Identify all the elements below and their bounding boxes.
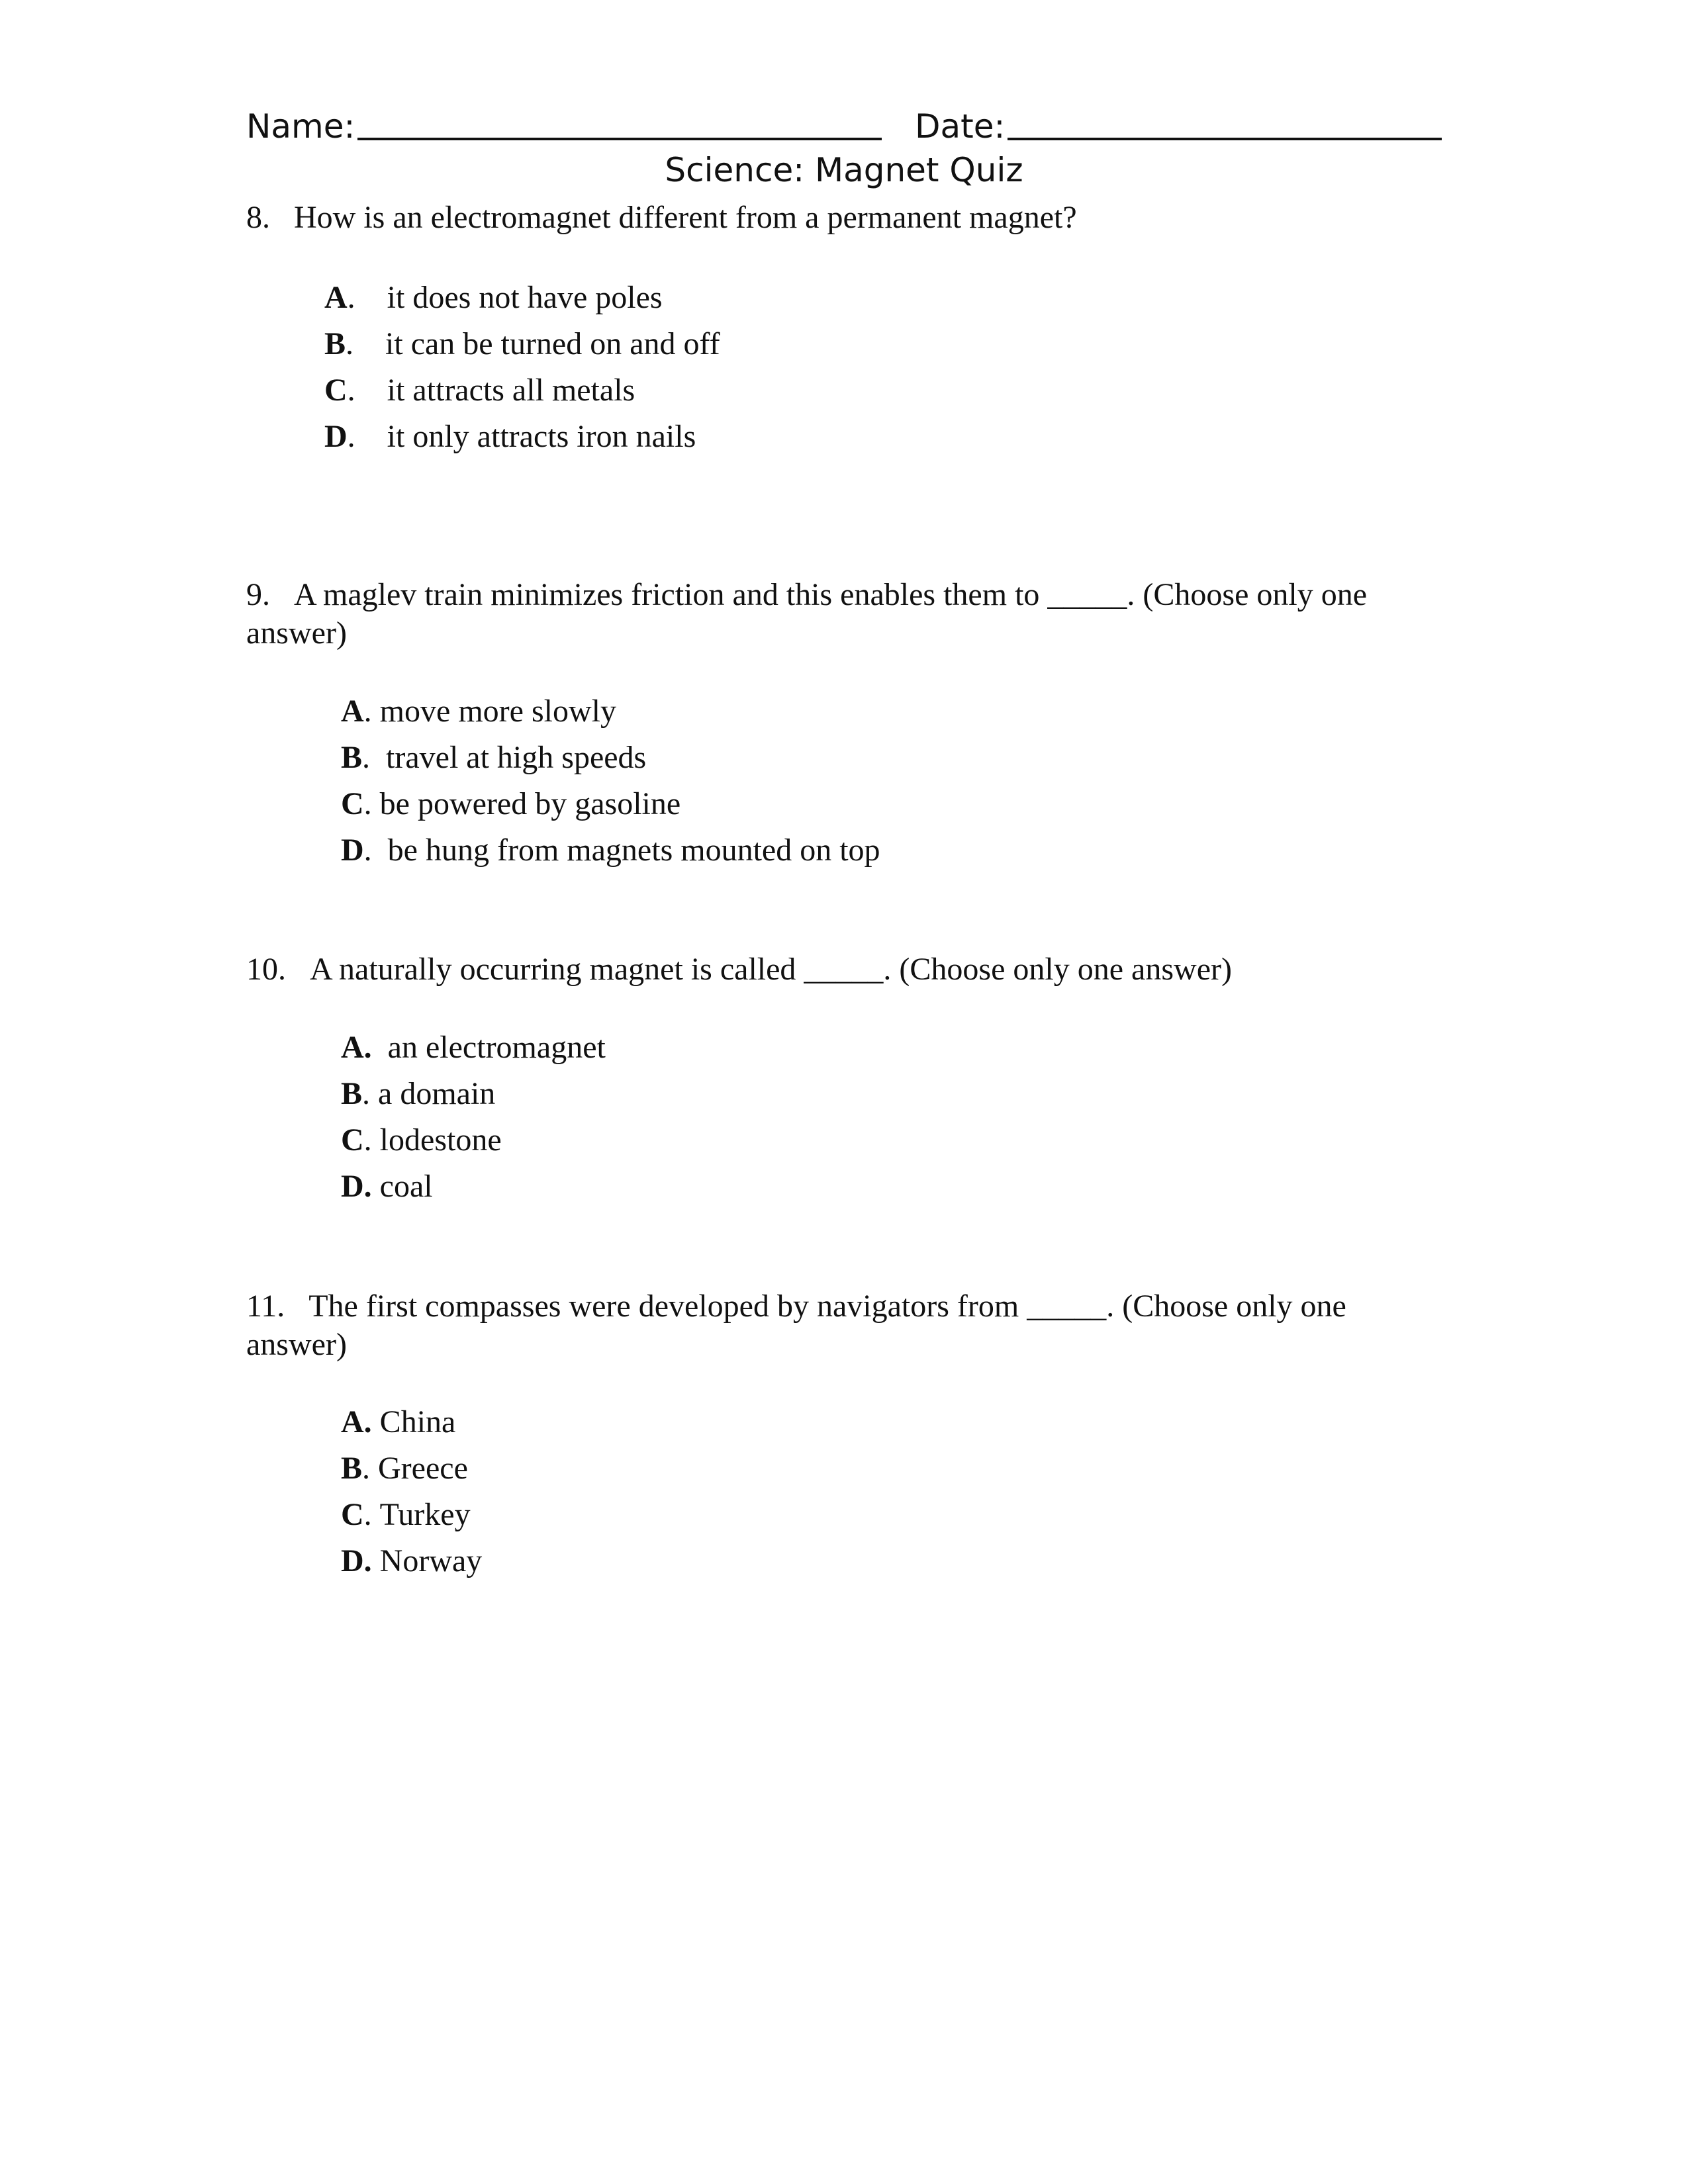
option-text: be powered by gasoline (379, 786, 681, 821)
option-text: travel at high speeds (386, 740, 647, 775)
option-b[interactable]: B. a domain (341, 1076, 496, 1111)
option-letter: A. (341, 1030, 372, 1065)
question-11 (246, 1287, 1442, 1364)
question-11-options (341, 1399, 482, 1584)
option-letter: B (341, 1451, 363, 1486)
option-letter: B (324, 326, 346, 361)
option-c[interactable]: C. Turkey (341, 1497, 471, 1532)
question-number: 9. (246, 577, 270, 612)
option-text: Norway (379, 1543, 483, 1578)
option-text: an electromagnet (387, 1030, 606, 1065)
option-a[interactable]: A. move more slowly (341, 694, 616, 729)
option-text: be hung from magnets mounted on top (387, 833, 880, 868)
option-letter: C (341, 786, 364, 821)
student-info-header (246, 98, 1442, 151)
name-blank-line[interactable] (357, 138, 882, 140)
option-letter: D. (341, 1169, 372, 1204)
option-d[interactable]: D. it only attracts iron nails (324, 419, 696, 454)
question-10 (246, 950, 1442, 989)
option-a[interactable]: A. it does not have poles (324, 280, 663, 315)
option-c[interactable]: C. it attracts all metals (324, 373, 635, 408)
date-label: Date: (915, 107, 1006, 146)
option-d[interactable] (341, 1163, 606, 1210)
option-b[interactable]: B. travel at high speeds (341, 740, 647, 775)
option-letter: C (341, 1497, 364, 1532)
name-label: Name: (246, 107, 355, 146)
option-a[interactable] (341, 1399, 482, 1445)
option-text: move more slowly (379, 694, 616, 729)
question-number: 10. (246, 952, 286, 987)
question-9-options (341, 688, 880, 874)
option-c[interactable]: C. be powered by gasoline (341, 786, 681, 821)
option-text: it does not have poles (387, 280, 663, 315)
option-letter: D (324, 419, 348, 454)
option-c[interactable]: C. lodestone (341, 1122, 502, 1158)
option-letter: B (341, 740, 363, 775)
option-text: it only attracts iron nails (387, 419, 696, 454)
quiz-title: Science: Magnet Quiz (665, 151, 1023, 189)
option-letter: A (341, 694, 364, 729)
option-letter: D. (341, 1543, 372, 1578)
option-text: China (379, 1404, 456, 1439)
option-text: a domain (378, 1076, 496, 1111)
option-letter: A (324, 280, 348, 315)
option-letter: C (341, 1122, 364, 1158)
option-letter: C (324, 373, 348, 408)
option-text: Greece (378, 1451, 468, 1486)
name-field (246, 98, 882, 146)
option-text: Turkey (379, 1497, 471, 1532)
option-text: coal (379, 1169, 433, 1204)
question-number: 8. (246, 200, 270, 235)
question-8 (246, 199, 1442, 237)
option-letter: B (341, 1076, 363, 1111)
date-blank-line[interactable] (1008, 138, 1442, 140)
option-text: lodestone (379, 1122, 502, 1158)
option-b[interactable]: B. Greece (341, 1451, 468, 1486)
option-a[interactable] (341, 1024, 606, 1071)
question-10-options (341, 1024, 606, 1210)
option-b[interactable]: B. it can be turned on and off (324, 326, 720, 361)
question-text: How is an electromagnet different from a permanent magnet? (294, 200, 1077, 235)
question-8-options (324, 275, 720, 460)
question-number: 11. (246, 1289, 285, 1324)
option-text: it attracts all metals (387, 373, 635, 408)
question-9 (246, 576, 1442, 653)
option-text: it can be turned on and off (385, 326, 720, 361)
option-d[interactable] (341, 1538, 482, 1584)
date-field (915, 98, 1442, 146)
option-letter: D (341, 833, 364, 868)
question-text: A naturally occurring magnet is called _____. (Choose only one answer) (310, 952, 1232, 987)
option-d[interactable]: D. be hung from magnets mounted on top (341, 833, 880, 868)
option-letter: A. (341, 1404, 372, 1439)
question-text: The first compasses were developed by navigators from _____. (Choose only one answer) (246, 1289, 1346, 1362)
question-text: A maglev train minimizes friction and this enables them to _____. (Choose only one answer) (246, 577, 1368, 651)
